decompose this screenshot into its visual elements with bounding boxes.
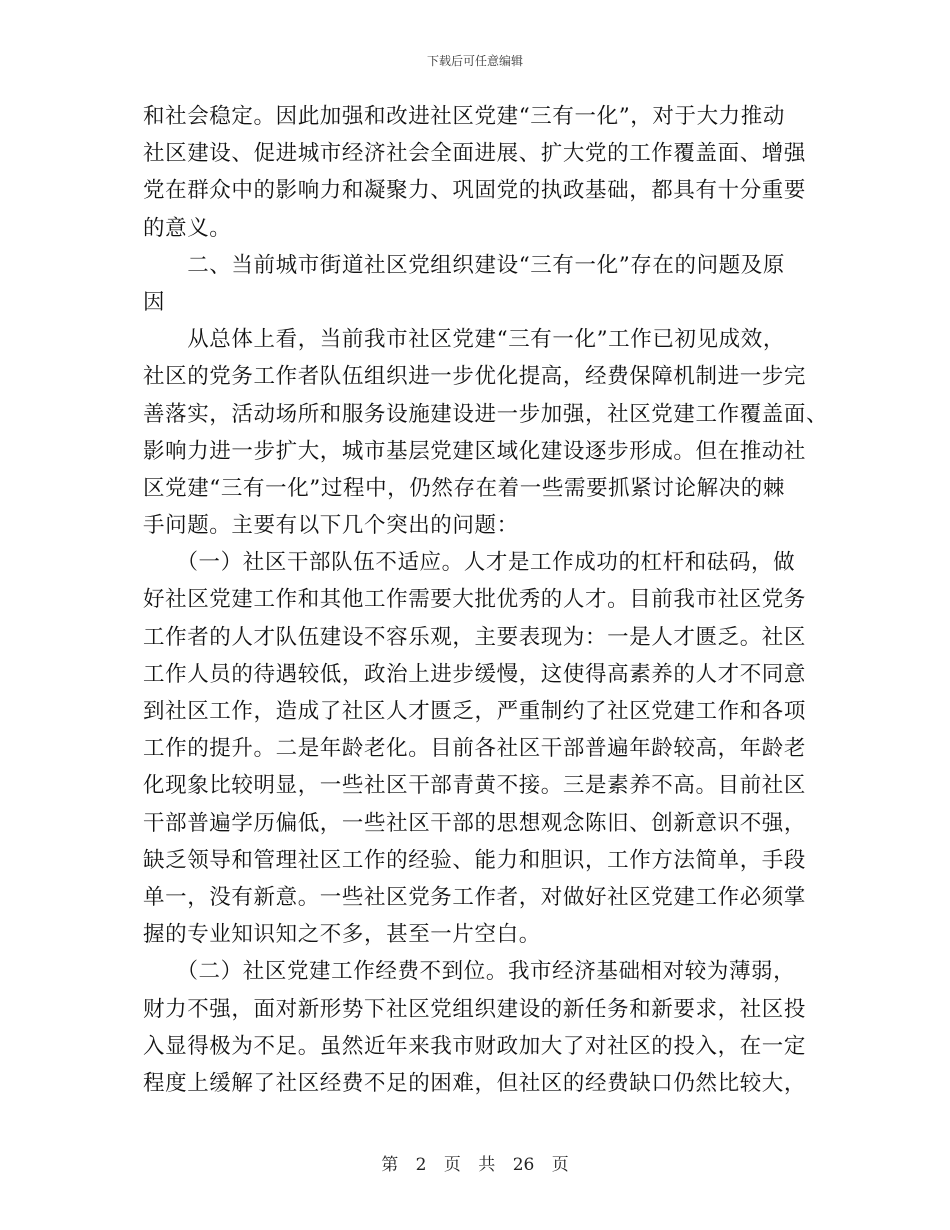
text-line: 的意义。 <box>143 215 232 241</box>
text-line: 和社会稳定。因此加强和改进社区党建“三有一化”，对于大力推动 <box>143 104 785 129</box>
text-line: （二）社区党建工作经费不到位。我市经济基础相对较为薄弱， <box>143 959 796 985</box>
text-line: 单一，没有新意。一些社区党务工作者，对做好社区党建工作必须掌 <box>143 884 807 910</box>
footer-total-pages: 26 <box>512 1155 535 1175</box>
text-line: 党在群众中的影响力和凝聚力、巩固党的执政基础，都具有十分重要 <box>143 178 807 204</box>
text-line: 化现象比较明显，一些社区干部青黄不接。三是素养不高。目前社区 <box>143 773 807 799</box>
text-line: 入显得极为不足。虽然近年来我市财政加大了对社区的投入，在一定 <box>143 1033 807 1059</box>
text-line: 社区的党务工作者队伍组织进一步优化提高，经费保障机制进一步完 <box>143 364 807 390</box>
text-line: 区党建“三有一化”过程中，仍然存在着一些需要抓紧讨论解决的棘 <box>143 475 785 501</box>
footer-total-label: 共 <box>478 1155 496 1175</box>
page-header: 下载后可任意编辑 <box>426 54 523 68</box>
text-line: 财力不强，面对新形势下社区党组织建设的新任务和新要求，社区投 <box>143 996 807 1022</box>
text-line: 到社区工作，造成了社区人才匮乏，严重制约了社区党建工作和各项 <box>143 699 807 724</box>
document-body <box>143 98 829 1102</box>
text-line: 社区建设、促进城市经济社会全面进展、扩大党的工作覆盖面、增强 <box>143 141 807 167</box>
page-footer <box>0 1150 950 1175</box>
text-line: 因 <box>143 289 166 315</box>
text-line: 手问题。主要有以下几个突出的问题： <box>143 513 519 539</box>
text-line: 握的专业知识知之不多，甚至一片空白。 <box>143 922 541 948</box>
footer-prefix: 第 <box>381 1155 399 1175</box>
text-line: 工作的提升。二是年龄老化。目前各社区干部普遍年龄较高，年龄老 <box>143 736 807 762</box>
footer-suffix: 页 <box>551 1155 569 1175</box>
text-line: 程度上缓解了社区经费不足的困难，但社区的经费缺口仍然比较大， <box>143 1070 807 1096</box>
text-line: 二、当前城市街道社区党组织建设“三有一化”存在的问题及原 <box>143 252 785 278</box>
footer-page-number: 2 <box>415 1155 427 1175</box>
text-line: 工作人员的待遇较低，政治上进步缓慢，这使得高素养的人才不同意 <box>143 661 807 687</box>
text-line: 善落实，活动场所和服务设施建设进一步加强，社区党建工作覆盖面、 <box>143 401 829 427</box>
text-line: 缺乏领导和管理社区工作的经验、能力和胆识，工作方法简单，手段 <box>143 847 807 873</box>
text-line: 影响力进一步扩大，城市基层党建区域化建设逐步形成。但在推动社 <box>143 438 807 464</box>
text-line: 干部普遍学历偏低，一些社区干部的思想观念陈旧、创新意识不强， <box>143 810 807 836</box>
text-line: 工作者的人才队伍建设不容乐观，主要表现为：一是人才匮乏。社区 <box>143 624 807 650</box>
text-line: 从总体上看，当前我市社区党建“三有一化”工作已初见成效， <box>143 327 785 353</box>
text-line: 好社区党建工作和其他工作需要大批优秀的人才。目前我市社区党务 <box>143 587 807 613</box>
footer-page-label: 页 <box>443 1155 461 1175</box>
text-line: （一）社区干部队伍不适应。人才是工作成功的杠杆和砝码，做 <box>143 550 796 576</box>
